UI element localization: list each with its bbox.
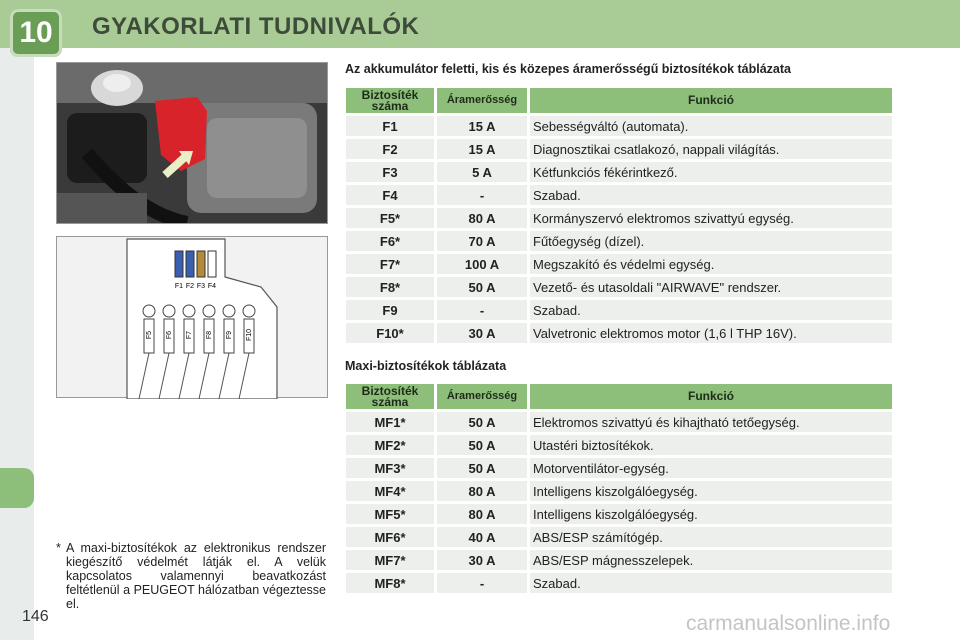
function-cell: Sebességváltó (automata). [530,116,892,136]
function-cell: ABS/ESP számítógép. [530,527,892,547]
amperage-cell: - [437,300,527,320]
fuse-bolt [203,305,215,317]
table-row [346,139,892,159]
amperage-cell: - [437,185,527,205]
col-function: Funkció [530,88,892,113]
table-row [346,116,892,136]
table-row [346,412,892,432]
table-row [346,573,892,593]
engine-bay-illustration [57,63,328,224]
top-fuse [186,251,194,277]
fuse-layout-illustration [57,237,329,399]
table-row [346,185,892,205]
footnote [56,541,326,611]
table-row [346,527,892,547]
table2-title: Maxi-biztosítékok táblázata [345,359,507,373]
amperage-cell: 40 A [437,527,527,547]
function-cell: Vezető- és utasoldali "AIRWAVE" rendszer. [530,277,892,297]
maxi-fuse-table [343,381,895,596]
amperage-cell: 50 A [437,458,527,478]
table-header-row [346,88,892,113]
table-row [346,323,892,343]
amperage-cell: 80 A [437,481,527,501]
fuse-bolt [243,305,255,317]
fuse-number-cell: F9 [346,300,434,320]
maxi-fuse-label: F7 [186,330,193,340]
function-cell: Megszakító és védelmi egység. [530,254,892,274]
amperage-cell: 30 A [437,550,527,570]
function-cell: Valvetronic elektromos motor (1,6 l THP 16V). [530,323,892,343]
maxi-fuse-label: F9 [226,330,233,340]
fuse-number-cell: F4 [346,185,434,205]
function-cell: Kétfunkciós fékérintkező. [530,162,892,182]
fuse-number-cell: MF5* [346,504,434,524]
amperage-cell: 50 A [437,435,527,455]
col-amperage: Áramerősség [437,384,527,409]
amperage-cell: 80 A [437,504,527,524]
chapter-side-tab [0,468,34,508]
top-fuse [208,251,216,277]
small-fuse-table [343,85,895,346]
function-cell: Diagnosztikai csatlakozó, nappali világítás. [530,139,892,159]
col-function: Funkció [530,384,892,409]
function-cell: Fűtőegység (dízel). [530,231,892,251]
function-cell: Elektromos szivattyú és kihajtható tetőegység. [530,412,892,432]
fuse-number-cell: F2 [346,139,434,159]
top-fuse-label: F2 [185,283,195,290]
fuse-bolt [163,305,175,317]
fuse-number-cell: F1 [346,116,434,136]
col-fuse-number: Biztosíték száma [346,384,434,409]
table-row [346,254,892,274]
chapter-number: 10 [10,9,62,57]
top-fuse-label: F1 [174,283,184,290]
amperage-cell: 80 A [437,208,527,228]
fuse-number-cell: MF1* [346,412,434,432]
function-cell: Intelligens kiszolgálóegység. [530,481,892,501]
fuse-bolt [223,305,235,317]
function-cell: ABS/ESP mágnesszelepek. [530,550,892,570]
table-row [346,162,892,182]
left-margin-band [0,48,34,640]
table-row [346,481,892,501]
fuse-bolt [143,305,155,317]
amperage-cell: 30 A [437,323,527,343]
table-row [346,277,892,297]
footnote-marker: * [56,541,61,555]
amperage-cell: 15 A [437,116,527,136]
col-fuse-number: Biztosíték száma [346,88,434,113]
top-fuse [197,251,205,277]
top-fuse-label: F4 [207,283,217,290]
function-cell: Kormányszervó elektromos szivattyú egység. [530,208,892,228]
fuse-number-cell: F8* [346,277,434,297]
table-row [346,550,892,570]
table1-title: Az akkumulátor feletti, kis és közepes áramerősségű biztosítékok táblázata [345,62,791,76]
fuse-number-cell: F7* [346,254,434,274]
table-row [346,231,892,251]
amperage-cell: 15 A [437,139,527,159]
function-cell: Intelligens kiszolgálóegység. [530,504,892,524]
table-row [346,208,892,228]
fuse-number-cell: MF8* [346,573,434,593]
function-cell: Utastéri biztosítékok. [530,435,892,455]
watermark: carmanualsonline.info [686,612,891,635]
fuse-number-cell: F10* [346,323,434,343]
page-title: GYAKORLATI TUDNIVALÓK [92,13,420,40]
fuse-number-cell: MF2* [346,435,434,455]
amperage-cell: 70 A [437,231,527,251]
fuse-bolt [183,305,195,317]
engine-bay-photo [56,62,328,224]
amperage-cell: - [437,573,527,593]
amperage-cell: 5 A [437,162,527,182]
amperage-cell: 100 A [437,254,527,274]
table-header-row [346,384,892,409]
function-cell: Szabad. [530,573,892,593]
maxi-fuse-label: F8 [206,330,213,340]
function-cell: Szabad. [530,185,892,205]
fuse-number-cell: MF4* [346,481,434,501]
fuse-number-cell: F6* [346,231,434,251]
fuse-number-cell: MF7* [346,550,434,570]
function-cell: Szabad. [530,300,892,320]
maxi-fuse-label: F6 [166,330,173,340]
table-row [346,435,892,455]
fuse-number-cell: MF6* [346,527,434,547]
fuse-box-diagram [56,236,328,398]
col-amperage: Áramerősség [437,88,527,113]
table-row [346,458,892,478]
table-row [346,300,892,320]
maxi-fuse-label: F10 [246,328,253,342]
maxi-fuse-label: F5 [146,330,153,340]
top-fuse-label: F3 [196,283,206,290]
page-number: 146 [22,608,49,625]
amperage-cell: 50 A [437,412,527,432]
fuse-number-cell: F3 [346,162,434,182]
amperage-cell: 50 A [437,277,527,297]
top-fuse [175,251,183,277]
fuse-number-cell: MF3* [346,458,434,478]
fuse-number-cell: F5* [346,208,434,228]
footnote-text: A maxi-biztosítékok az elektronikus rendszer kiegészítő védelmét látják el. A velük kapcsolatos valamennyi beavatkozást feltétlenül a PEUGEOT hálózatban végeztesse el. [66,541,326,611]
table-row [346,504,892,524]
function-cell: Motorventilátor-egység. [530,458,892,478]
